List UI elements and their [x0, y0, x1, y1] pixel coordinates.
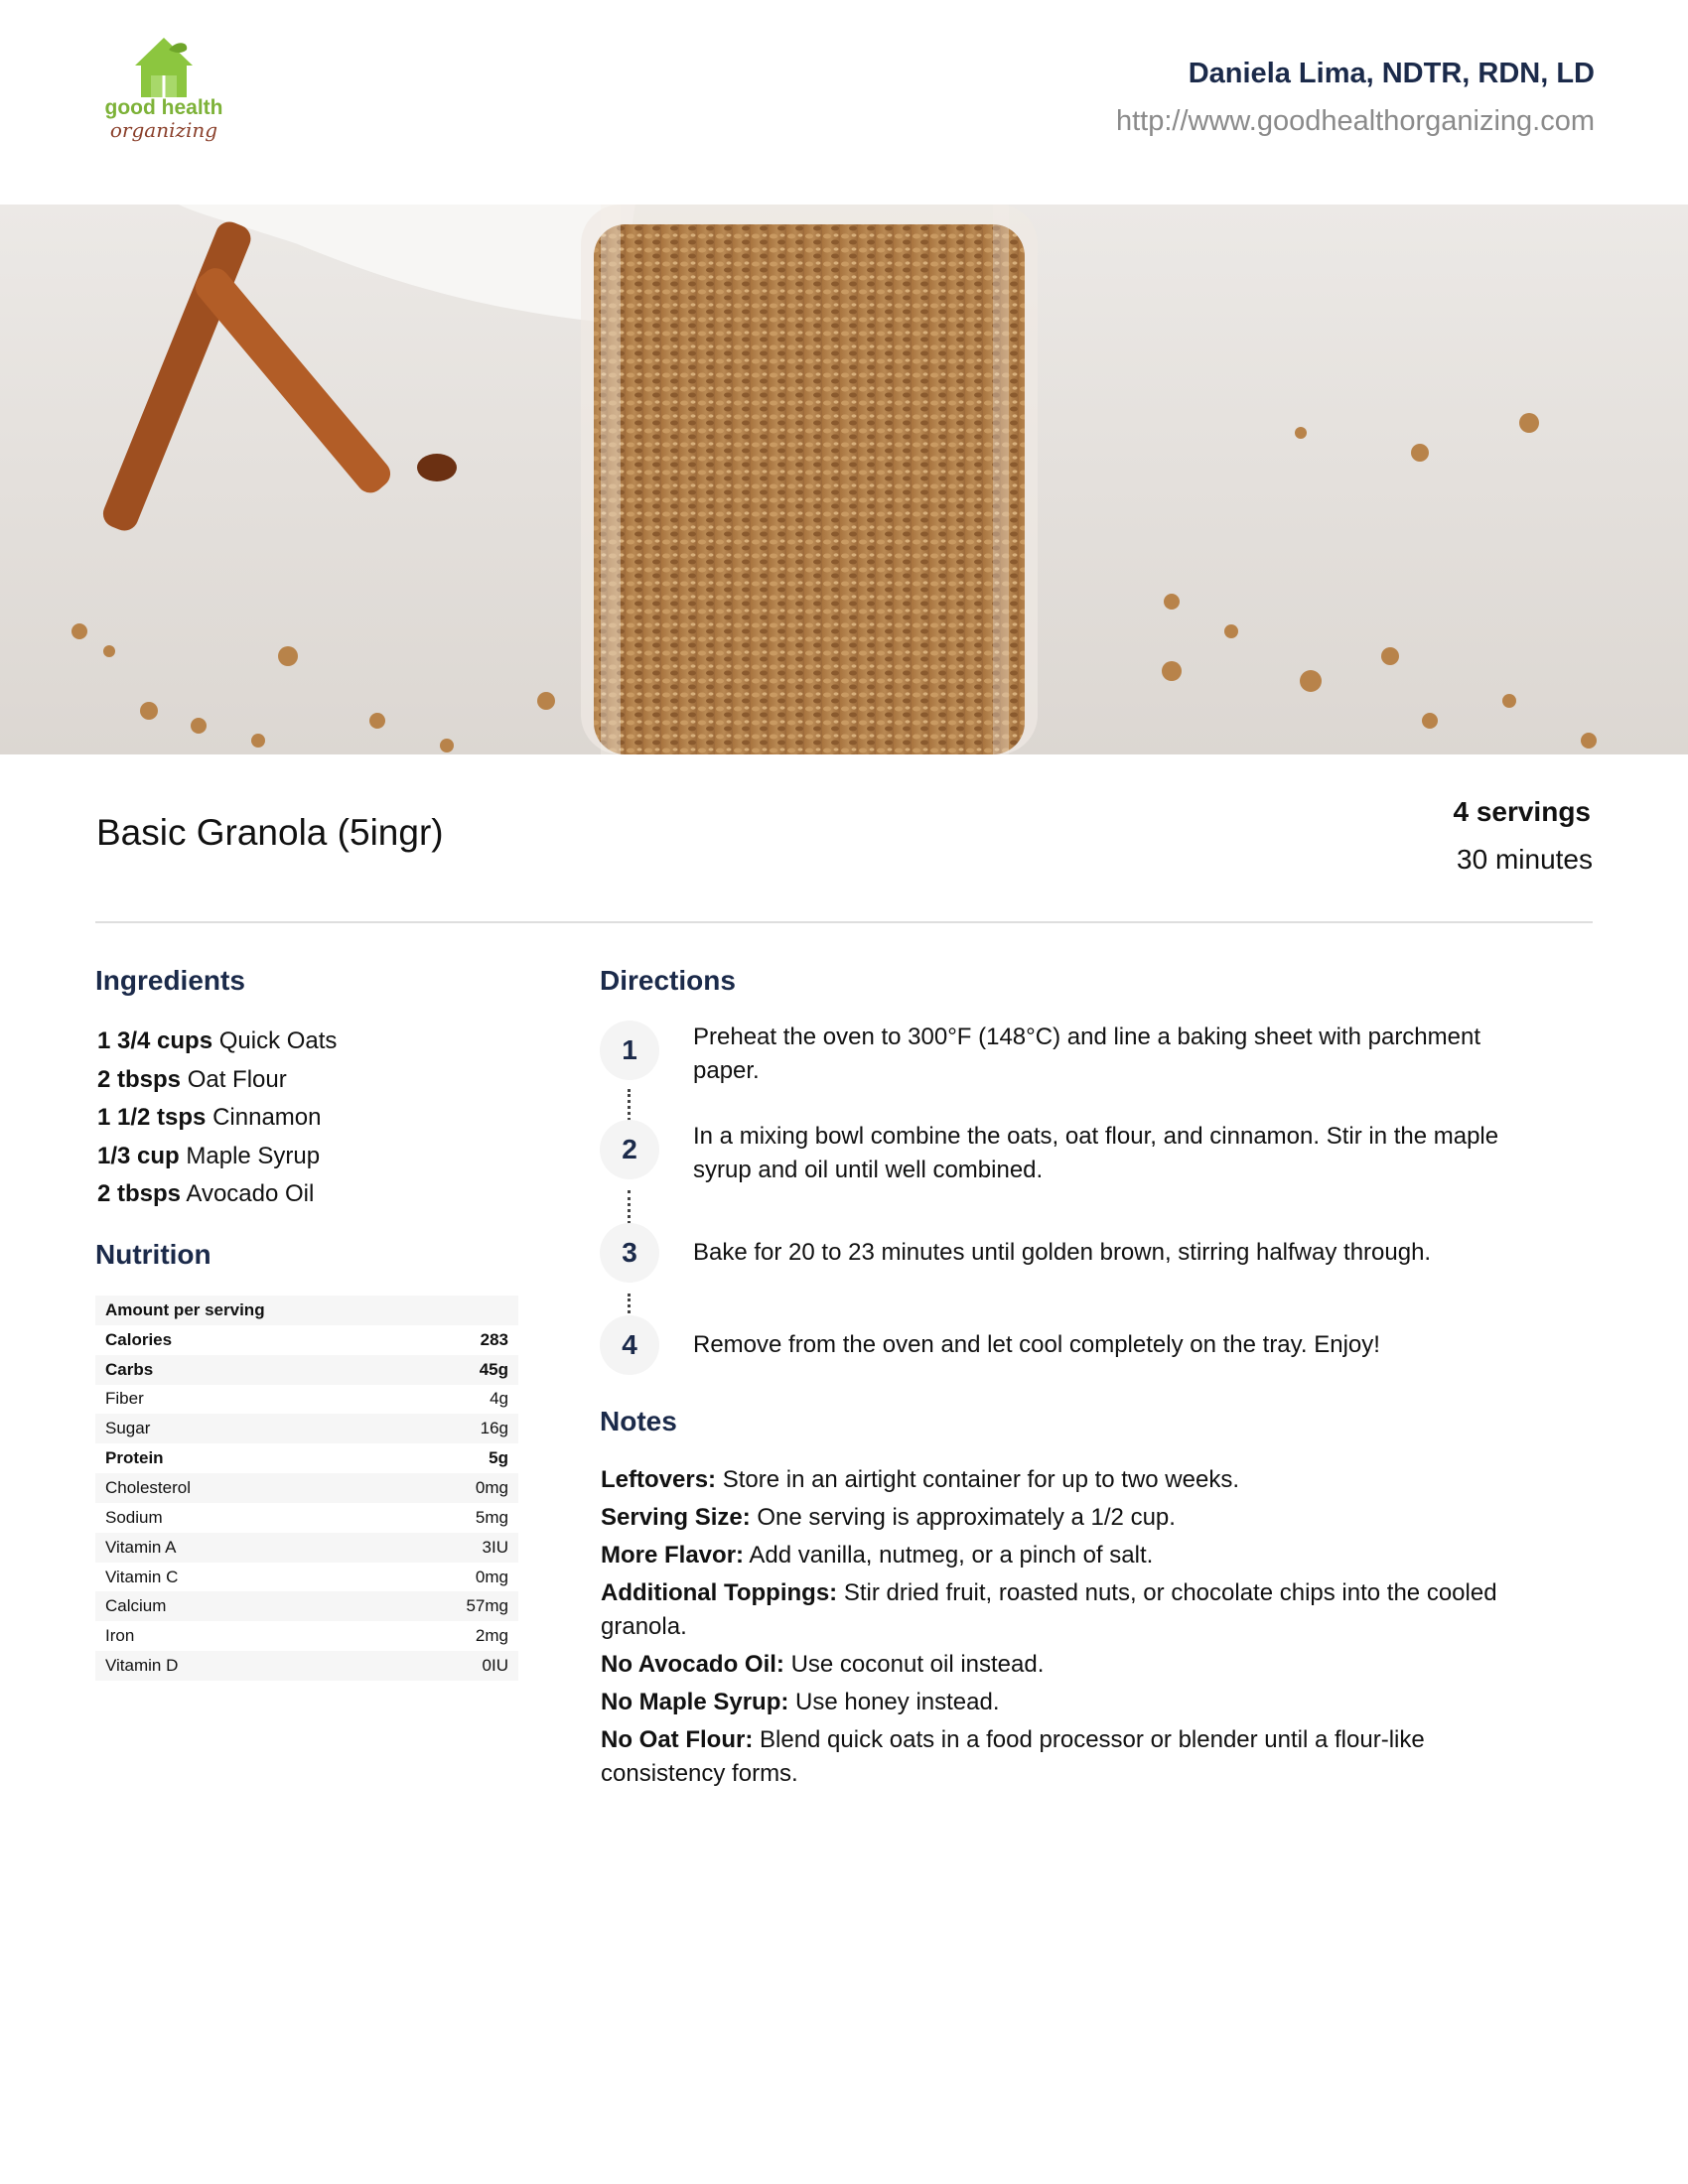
nutrient-value: 5g: [489, 1448, 508, 1468]
note-item: [601, 1539, 1534, 1572]
ingredient-name: Quick Oats: [218, 1027, 338, 1054]
nutrient-label: Cholesterol: [95, 1473, 361, 1503]
ingredient-name: Oat Flour: [187, 1065, 287, 1093]
nutrition-row: [95, 1443, 518, 1473]
nutrition-row: [95, 1533, 518, 1563]
nutrition-row: [95, 1385, 518, 1415]
website-link[interactable]: http://www.goodhealthorganizing.com: [1115, 105, 1595, 137]
nutrient-label: Sodium: [105, 1507, 163, 1527]
note-label: No Avocado Oil:: [601, 1651, 784, 1678]
step-number: 4: [600, 1315, 659, 1375]
nutrition-row: [95, 1563, 518, 1592]
nutrient-value: 0mg: [475, 1567, 508, 1586]
note-item: [601, 1648, 1534, 1682]
notes-list: [601, 1463, 1534, 1795]
nutrient-label: Calories: [105, 1329, 173, 1349]
hero-image: [0, 205, 1688, 754]
logo-line2: organizing: [109, 118, 218, 142]
step-text: Bake for 20 to 23 minutes until golden brown, stirring halfway through.: [693, 1239, 1432, 1266]
nutrition-row: [95, 1355, 518, 1385]
ingredient-name: Maple Syrup: [186, 1142, 321, 1169]
divider: [95, 921, 1593, 923]
note-item: [601, 1723, 1534, 1791]
nutrition-row: [95, 1503, 518, 1533]
notes-heading: Notes: [600, 1406, 677, 1436]
step-number: 3: [600, 1223, 659, 1283]
house-leaf-icon: [99, 36, 228, 99]
ingredient-item: [97, 1138, 544, 1176]
note-label: Serving Size:: [601, 1504, 751, 1531]
recipe-title: Basic Granola (5ingr): [96, 812, 444, 853]
note-item: [601, 1576, 1534, 1644]
note-text: Use coconut oil instead.: [790, 1651, 1045, 1678]
nutrition-row: [95, 1414, 518, 1443]
nutrient-label: Carbs: [95, 1355, 361, 1385]
nutrient-label: Vitamin C: [105, 1567, 179, 1586]
nutrient-label: Iron: [105, 1626, 135, 1646]
step-number: 2: [600, 1120, 659, 1179]
step-text: Preheat the oven to 300°F (148°C) and line a baking sheet with parchment paper.: [693, 1024, 1481, 1084]
nutrient-value: 16g: [361, 1414, 518, 1443]
step-number: 1: [600, 1021, 659, 1080]
ingredient-item: [97, 1099, 544, 1138]
ingredients-list: [97, 1023, 544, 1214]
ingredient-item: [97, 1023, 544, 1061]
note-text: Store in an airtight container for up to two weeks.: [722, 1466, 1239, 1493]
nutrition-row: [95, 1591, 518, 1621]
nutrient-value: 45g: [361, 1355, 518, 1385]
nutrient-label: Calcium: [95, 1591, 361, 1621]
note-item: [601, 1686, 1534, 1719]
step-connector: [628, 1089, 634, 1121]
nutrient-value: 3IU: [361, 1533, 518, 1563]
nutrition-row: [95, 1473, 518, 1503]
nutrient-value: 5mg: [475, 1507, 508, 1527]
note-item: [601, 1463, 1534, 1497]
step-connector: [628, 1294, 634, 1313]
ingredients-heading: Ingredients: [95, 965, 245, 996]
ingredient-name: Avocado Oil: [186, 1180, 315, 1208]
nutrient-value: 283: [480, 1329, 508, 1349]
ingredient-amount: 1/3 cup: [97, 1142, 180, 1169]
nutrient-value: 4g: [490, 1389, 508, 1409]
nutrition-header: Amount per serving: [95, 1296, 518, 1325]
ingredient-amount: 1 1/2 tsps: [97, 1104, 207, 1132]
note-text: Stir dried fruit, roasted nuts, or chocolate chips into the cooled granola.: [601, 1579, 1497, 1640]
step-connector: [628, 1190, 634, 1224]
note-item: [601, 1501, 1534, 1535]
step-text: Remove from the oven and let cool completely on the tray. Enjoy!: [693, 1331, 1380, 1358]
nutrition-row: [95, 1651, 518, 1681]
note-label: Leftovers:: [601, 1466, 717, 1493]
note-label: No Maple Syrup:: [601, 1689, 789, 1715]
author-name: Daniela Lima, NDTR, RDN, LD: [1188, 58, 1595, 89]
nutrient-label: Vitamin D: [95, 1651, 361, 1681]
ingredient-amount: 2 tbsps: [97, 1065, 182, 1093]
nutrient-label: Fiber: [105, 1389, 144, 1409]
note-text: Use honey instead.: [795, 1689, 1000, 1715]
note-text: Add vanilla, nutmeg, or a pinch of salt.: [749, 1542, 1154, 1569]
note-label: Additional Toppings:: [601, 1579, 838, 1606]
nutrient-value: 57mg: [361, 1591, 518, 1621]
nutrition-heading: Nutrition: [95, 1239, 211, 1270]
nutrient-value: 0IU: [361, 1651, 518, 1681]
ingredient-name: Cinnamon: [212, 1104, 322, 1132]
ingredient-item: [97, 1061, 544, 1100]
nutrition-row: [95, 1325, 518, 1355]
nutrient-label: Protein: [105, 1448, 164, 1468]
step-text: In a mixing bowl combine the oats, oat flour, and cinnamon. Stir in the maple syrup and oil until well combined.: [693, 1123, 1499, 1183]
ingredient-amount: 2 tbsps: [97, 1180, 182, 1208]
nutrient-label: Vitamin A: [95, 1533, 361, 1563]
nutrient-label: Sugar: [95, 1414, 361, 1443]
nutrition-row: [95, 1621, 518, 1651]
nutrient-value: 0mg: [361, 1473, 518, 1503]
logo-line1: good health: [104, 96, 223, 119]
servings: 4 servings: [1453, 796, 1591, 827]
nutrient-value: 2mg: [475, 1626, 508, 1646]
ingredient-item: [97, 1175, 544, 1214]
nutrition-header-row: [95, 1296, 518, 1325]
note-label: No Oat Flour:: [601, 1726, 754, 1753]
note-text: Blend quick oats in a food processor or blender until a flour-like consistency forms.: [601, 1726, 1425, 1787]
nutrition-table: [95, 1296, 518, 1681]
directions-heading: Directions: [600, 965, 736, 996]
note-label: More Flavor:: [601, 1542, 745, 1569]
note-text: One serving is approximately a 1/2 cup.: [757, 1504, 1176, 1531]
ingredient-amount: 1 3/4 cups: [97, 1027, 213, 1054]
cook-time: 30 minutes: [1457, 844, 1593, 875]
site-logo[interactable]: [99, 36, 228, 155]
